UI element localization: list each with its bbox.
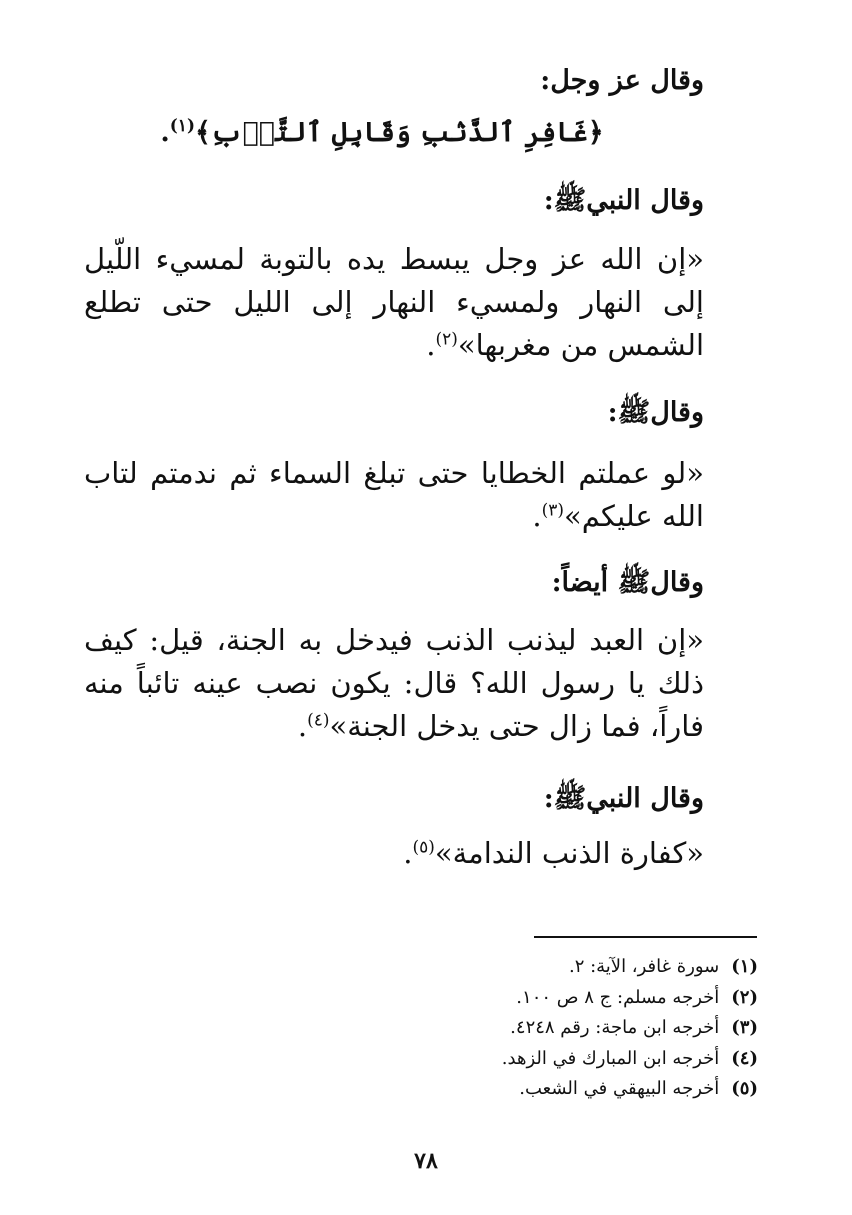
- footnote-item: (٢)أخرجه مسلم: ج ٨ ص ١٠٠.: [516, 986, 758, 1008]
- footnote-ref-5: (٥): [412, 837, 435, 858]
- heading-1: وقال عز وجل:: [540, 65, 704, 96]
- footnote-ref-3: (٣): [541, 500, 565, 521]
- footnote-ref-4: (٤): [307, 710, 330, 731]
- footnote-divider: [534, 936, 757, 938]
- hadith-quote-1: «إن الله عز وجل يبسط يده بالتوبة لمسيء اللّيل إلى النهار ولمسيء النهار إلى الليل حتى تطلع الشمس من مغربها»$^{(٢)}$.: [84, 242, 704, 362]
- footnote-ref-2: (٢): [435, 329, 458, 350]
- page-number: ٧٨: [414, 1148, 438, 1174]
- heading-5: وقال النبيﷺ:: [543, 783, 704, 814]
- footnote-ref-1: (١): [169, 116, 195, 136]
- footnote-item: (٣)أخرجه ابن ماجة: رقم ٤٢٤٨.: [510, 1017, 758, 1038]
- hadith-quote-2: «لو عملتم الخطايا حتى تبلغ السماء ثم ندمتم لتاب الله عليكم»$^{(٣)}$.: [84, 456, 704, 533]
- footnote-item: (١)سورة غافر، الآية: ٢.: [568, 956, 758, 977]
- footnote-item: (٤)أخرجه ابن المبارك في الزهد.: [501, 1047, 758, 1069]
- hadith-quote-3: «إن العبد ليذنب الذنب فيدخل به الجنة، قيل: كيف ذلك يا رسول الله؟ قال: يكون نصب عينه تائباً منه فاراً، فما زال حتى يدخل الجنة»$^{(٤)}$.: [84, 623, 704, 743]
- hadith-quote-4: «كفارة الذنب الندامة»$^{(٥)}$.: [403, 836, 704, 870]
- heading-2: وقال النبيﷺ:: [543, 185, 704, 216]
- footnote-item: (٥)أخرجه البيهقي في الشعب.: [519, 1078, 758, 1099]
- quran-verse: ﴿غَافِرِ ٱلذَّنۢبِ وَقَابِلِ ٱلتَّوۡبِ﴾$^{(١)}$.: [160, 116, 604, 148]
- heading-3: وقالﷺ:: [607, 397, 704, 428]
- footnotes-list: [358, 952, 758, 1105]
- heading-4: وقالﷺ أيضاً:: [551, 567, 704, 598]
